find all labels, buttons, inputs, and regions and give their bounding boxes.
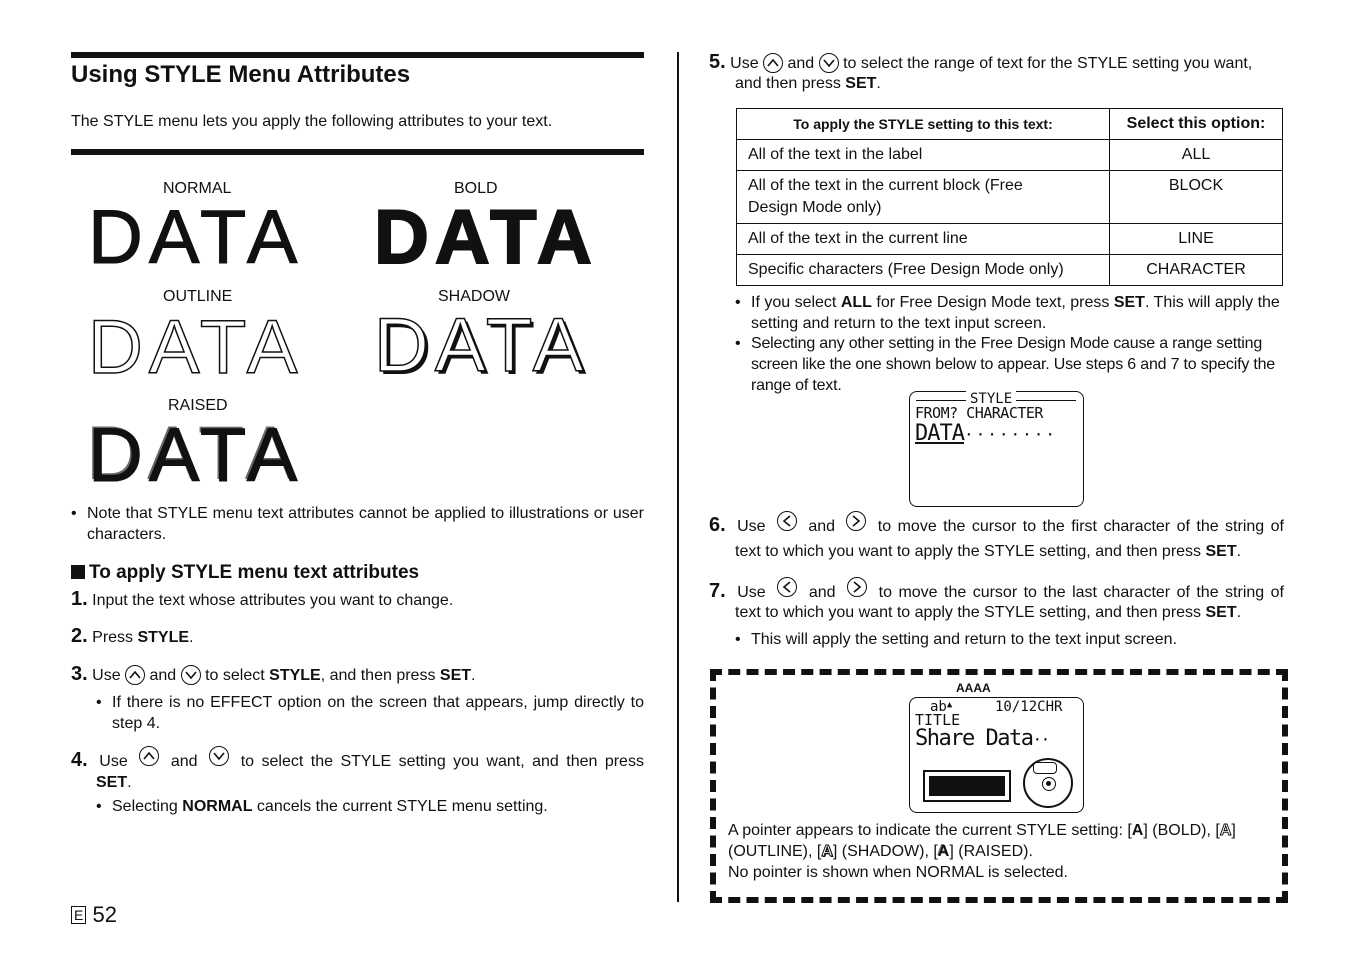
step-7-bullet: • This will apply the setting and return to the text input screen. [735, 629, 1283, 650]
column-divider [677, 52, 679, 902]
page-footer [71, 902, 117, 928]
step-3-bullet-text: If there is no EFFECT option on the screen that appears, jump directly to step 4. [112, 694, 644, 732]
step-4-key: SET [96, 774, 128, 791]
step-7-text: to move the cursor to the last character of the string of [878, 584, 1284, 601]
lcd-data-text: DATA [915, 421, 964, 446]
step-2-key: STYLE [137, 629, 190, 646]
step-4-number: 4. [71, 749, 88, 771]
table-row [737, 224, 1283, 255]
label-bold: BOLD [454, 180, 498, 197]
pointer-note-text [728, 820, 1268, 883]
intro-text: The STYLE menu lets you apply the following attributes to your text. [71, 113, 553, 130]
lcd-pointers: AAAA [956, 681, 991, 695]
lcd-dots: ········ [963, 425, 1058, 444]
subheading [71, 562, 419, 584]
step-1-number: 1. [71, 588, 88, 610]
style-range-table [736, 108, 1283, 286]
lcd-black-bar [923, 770, 1011, 802]
step-5-key: SET [845, 75, 877, 92]
lcd-title-label: TITLE [915, 711, 961, 729]
step-3-text2: , and then press [320, 667, 440, 684]
top-rule [71, 52, 644, 58]
step-5-and: and [787, 55, 815, 72]
down-arrow-icon [181, 665, 201, 685]
step-6-number: 6. [709, 514, 726, 536]
right-arrow-icon [847, 577, 867, 597]
lcd-range-screen [909, 391, 1084, 507]
table-row [737, 140, 1283, 171]
step-2-text: Press [92, 629, 138, 646]
page-letter-box: E [71, 906, 86, 924]
down-arrow-icon [209, 746, 229, 766]
sample-bold: DATA [374, 195, 598, 280]
section-rule [71, 149, 644, 155]
step-7-bullet-text: This will apply the setting and return to the text input screen. [751, 631, 1178, 648]
lcd-text-row [915, 726, 1049, 751]
bullet-all-post: . This will apply the setting and return to the text input screen. [751, 294, 1280, 332]
right-arrow-icon [846, 511, 866, 531]
pointer-outline-glyph: A [1219, 822, 1232, 839]
step-5-number: 5. [709, 51, 726, 73]
label-outline: OUTLINE [163, 288, 233, 305]
left-arrow-icon [777, 511, 797, 531]
box-text-raised: ] (RAISED). [949, 843, 1033, 860]
bullet-all: • If you select ALL for Free Design Mode text, press SET. This will apply the setting and return to the text input screen. [735, 294, 1280, 332]
step-7-number: 7. [709, 580, 726, 602]
step-3-bullet: • If there is no EFFECT option on the screen that appears, jump directly to step 4. [96, 694, 644, 732]
table-row [737, 255, 1283, 286]
label-shadow: SHADOW [438, 288, 510, 305]
step-1 [71, 588, 453, 611]
lcd-dots: ·· [1032, 730, 1049, 749]
triangle-icon: ▲ [946, 700, 953, 710]
square-bullet-icon [71, 565, 85, 579]
table-cell-option: LINE [1110, 224, 1283, 255]
step-4-and: and [170, 753, 198, 770]
sample-shadow: DATA [374, 303, 590, 388]
pointer-raised-glyph: A [937, 843, 950, 860]
step-6-text: to move the cursor to the first character of the string of [877, 518, 1284, 535]
lcd-line2 [915, 421, 1057, 446]
step-3: 3. Use and to select STYLE, and then press SET. [71, 663, 476, 685]
step-2-number: 2. [71, 625, 88, 647]
box-text-outline: ] (OUTLINE), [ [728, 822, 1236, 860]
box-text-bold: ] (BOLD), [ [1143, 822, 1220, 839]
step-4-bullet-key: NORMAL [182, 798, 253, 815]
step-4-bullet-pre: Selecting [112, 798, 183, 815]
table-cell-text: All of the text in the current block (Free Design Mode only) [737, 171, 1110, 224]
lcd-title: STYLE [966, 391, 1016, 407]
step-6-and: and [808, 518, 836, 535]
table-header-right: Select this option: [1110, 109, 1283, 140]
table-cell-option: BLOCK [1110, 171, 1283, 224]
note-bullet: • Note that STYLE menu text attributes cannot be applied to illustrations or user characters. [71, 505, 644, 543]
sample-outline: DATA [88, 305, 304, 390]
table-cell-option: CHARACTER [1110, 255, 1283, 286]
sample-raised: DATA [88, 413, 304, 498]
label-raised: RAISED [168, 397, 228, 414]
subheading-text: To apply STYLE menu text attributes [89, 562, 420, 583]
bullet-all-key1: ALL [840, 294, 872, 311]
step-1-text: Input the text whose attributes you want to change. [92, 592, 454, 609]
step-3-key1: STYLE [269, 667, 321, 684]
table-cell-option: ALL [1110, 140, 1283, 171]
table-cell-text: All of the text in the label [737, 140, 1110, 171]
step-6-line2: text to which you want to apply the STYLE setting, and then press [735, 543, 1206, 560]
step-7: 7. Use and to move the cursor to the last character of the string of text to which you want to apply the STYLE setting, and then press SET. [709, 577, 1284, 622]
table-row [737, 171, 1283, 224]
pointer-bold-glyph: A [1131, 822, 1144, 839]
step-4-use: Use [99, 753, 128, 770]
step-2: 2. Press STYLE. [71, 625, 194, 647]
up-arrow-icon [139, 746, 159, 766]
lcd-input-screen [909, 697, 1084, 813]
lcd-line1: FROM? CHARACTER [915, 404, 1043, 422]
step-7-and: and [808, 584, 836, 601]
pointer-shadow-glyph: A [821, 843, 833, 860]
table-cell-text: All of the text in the current line [737, 224, 1110, 255]
step-7-key: SET [1205, 604, 1237, 621]
step-7-use: Use [737, 584, 766, 601]
page-title: Using STYLE Menu Attributes [71, 61, 411, 88]
bullet-other: • Selecting any other setting in the Free Design Mode cause a range setting screen like the one shown below to appear. Use steps 6 and 7 to specify the range of text. [735, 333, 1283, 396]
step-7-line2: text to which you want to apply the STYLE setting, and then press [735, 604, 1206, 621]
table-header-row [737, 109, 1283, 140]
box-text-shadow: ] (SHADOW), [ [832, 843, 938, 860]
bullet-all-mid: for Free Design Mode text, press [871, 294, 1114, 311]
left-arrow-icon [777, 577, 797, 597]
box-text-normal: No pointer is shown when NORMAL is selected. [728, 864, 1068, 881]
label-normal: NORMAL [163, 180, 232, 197]
cd-icon [1023, 758, 1073, 808]
box-text-pre: A pointer appears to indicate the current STYLE setting: [ [728, 822, 1132, 839]
step-4-text: to select the STYLE setting you want, and then press [240, 753, 644, 770]
step-3-and: and [149, 667, 177, 684]
step-5-text: to select the range of text for the STYLE setting you want, [843, 55, 1253, 72]
step-5-line2: and then press [735, 75, 846, 92]
step-5-use: Use [730, 55, 759, 72]
step-3-number: 3. [71, 663, 88, 685]
step-3-use: Use [92, 667, 121, 684]
step-4: 4. Use and to select the STYLE setting you want, and then press SET. [71, 746, 644, 792]
table-header-left: To apply the STYLE setting to this text: [737, 109, 1110, 140]
note-text: Note that STYLE menu text attributes cannot be applied to illustrations or user characters. [87, 505, 644, 543]
table-cell-text: Specific characters (Free Design Mode only) [737, 255, 1110, 286]
step-6: 6. Use and to move the cursor to the first character of the string of text to which you want to apply the STYLE setting, and then press SET. [709, 511, 1284, 561]
down-arrow-icon [819, 53, 839, 73]
step-5: 5. Use and to select the range of text for the STYLE setting you want, and then press SET. [709, 51, 1253, 92]
lcd-share-data: Share Data [915, 726, 1033, 751]
step-4-bullet-post: cancels the current STYLE menu setting. [252, 798, 548, 815]
bullet-all-key2: SET [1113, 294, 1145, 311]
bullet-all-pre: If you select [751, 294, 841, 311]
up-arrow-icon [125, 665, 145, 685]
lcd-ab: ab [930, 699, 947, 715]
page-number: 52 [92, 902, 117, 927]
sample-normal: DATA [88, 195, 304, 280]
step-6-key: SET [1205, 543, 1237, 560]
bullet-other-text: Selecting any other setting in the Free Design Mode cause a range setting screen like the one shown below to appear. Use steps 6 and 7 to specify the range of text. [751, 335, 1276, 394]
step-3-text: to select [205, 667, 270, 684]
step-6-use: Use [737, 518, 766, 535]
lcd-char-count: 10/12CHR [995, 699, 1063, 715]
up-arrow-icon [763, 53, 783, 73]
step-3-key2: SET [439, 667, 472, 684]
step-4-bullet: • Selecting NORMAL cancels the current STYLE menu setting. [96, 798, 548, 815]
